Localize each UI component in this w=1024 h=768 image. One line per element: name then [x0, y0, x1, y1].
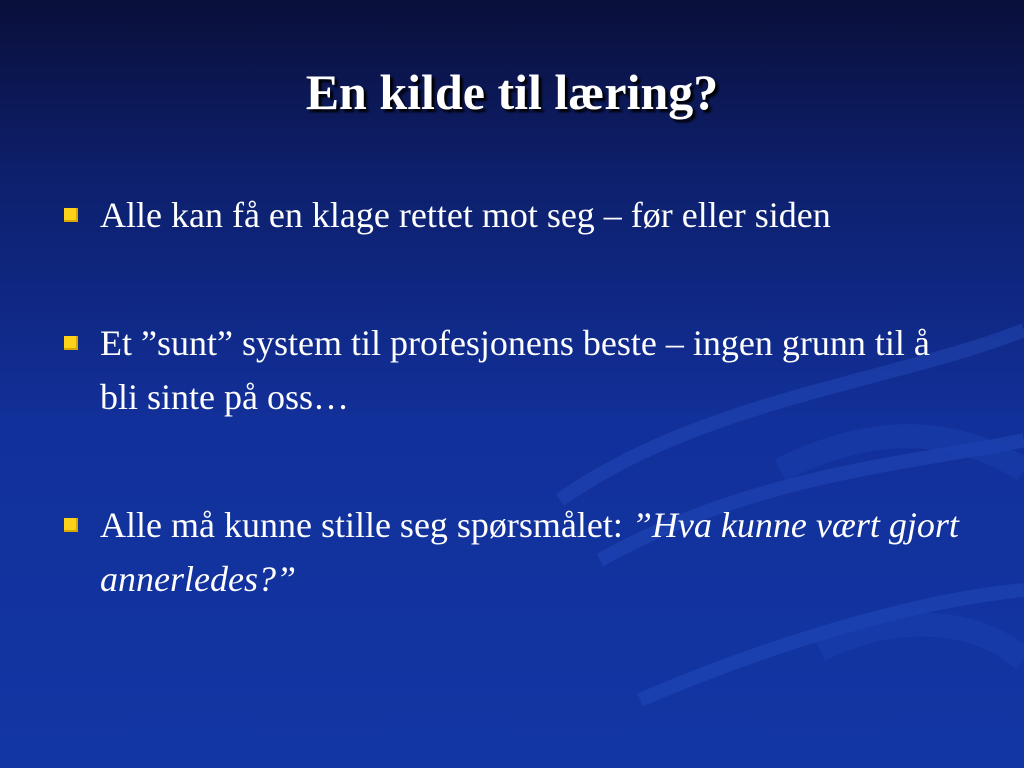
square-bullet-icon [64, 208, 78, 222]
square-bullet-icon [64, 518, 78, 532]
bullet-item [62, 188, 962, 242]
bullet-list [62, 188, 962, 680]
bullet-text: Alle kan få en klage rettet mot seg – før eller siden [100, 195, 831, 235]
slide-title: En kilde til læring? [305, 64, 719, 120]
bullet-item [62, 498, 962, 606]
bullet-text: Alle må kunne stille seg spørsmålet: [100, 505, 632, 545]
square-bullet-icon [64, 336, 78, 350]
bullet-text: Et ”sunt” system til profesjonens beste – ingen grunn til å bli sinte på oss… [100, 323, 930, 417]
italic-quote: ”Hva kunne vært gjort annerledes?” [100, 505, 959, 599]
bullet-item [62, 316, 962, 424]
